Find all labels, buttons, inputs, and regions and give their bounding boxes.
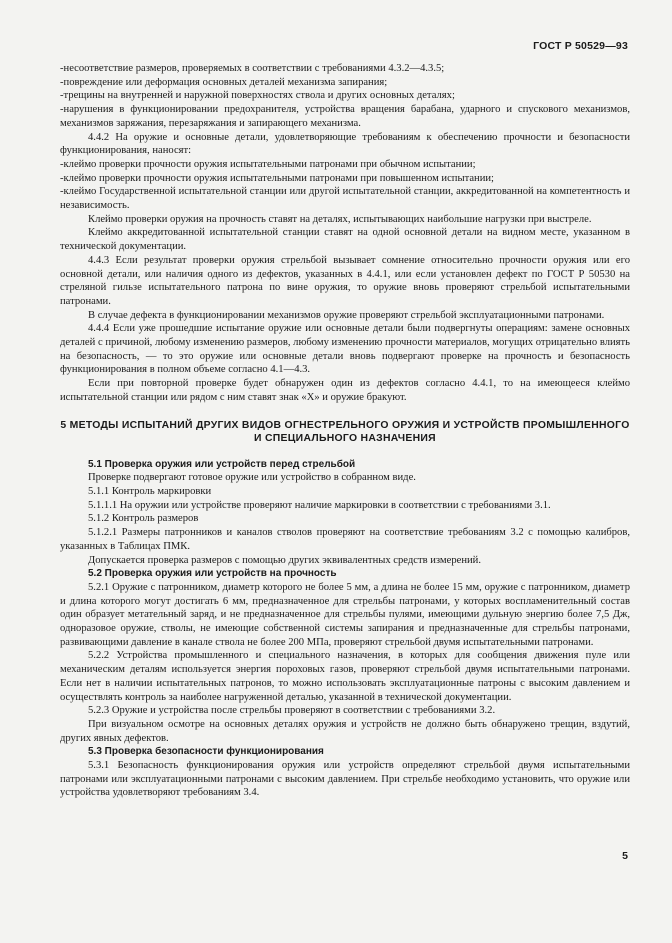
paragraph: 4.4.3 Если результат проверки оружия стрельбой вызывает сомнение относительно прочности оружия или его основной детали, или наличия одного из дефектов, указанных в 4.4.1, или если установлен дефект по ГОСТ Р 50530 на стреляной гильзе испытательного патрона по вине оружия, то оружие вновь проверяют стрельбой испытательными патронами. bbox=[60, 254, 630, 307]
paragraph: 4.4.4 Если уже прошедшие испытание оружие или основные детали были подвергнуты операциям: замене основных деталей с причиной, любому изменению размеров, любому изменению прочности материалов, могущих отрицательно влиять на безопасность, — то это оружие или основные детали вновь подвергают проверке на прочность и безопасность функционирования в полном объеме согласно 4.1—4.3. bbox=[60, 323, 630, 376]
paragraph: -клеймо проверки прочности оружия испытательными патронами при повышенном испытании; bbox=[60, 172, 494, 184]
paragraph: Клеймо проверки оружия на прочность ставят на деталях, испытывающих наибольшие нагрузки при выстреле. bbox=[88, 213, 592, 225]
paragraph: 5.3.1 Безопасность функционирования оружия или устройств определяют стрельбой двумя испытательными патронами или эксплуатационными патронами с высоким давлением. При стрельбе необходимо установить, что оружие или устройства удовлетворяют требованиям 3.4. bbox=[60, 760, 630, 799]
paragraph: 5.2.3 Оружие и устройства после стрельбы проверяют в соответствии с требованиями 3.2. bbox=[88, 705, 496, 717]
subsection-heading: 5.1 Проверка оружия или устройств перед стрельбой bbox=[88, 458, 356, 470]
paragraph: При визуальном осмотре на основных деталях оружия и устройств не должно быть обнаружено трещин, вздутий, других явных дефектов. bbox=[60, 718, 630, 744]
paragraph: Допускается проверка размеров с помощью других эквивалентных средств измерений. bbox=[88, 554, 481, 566]
paragraph: 5.2.2 Устройства промышленного и специального назначения, в которых для сообщения движения пуле или механическим деталям используется энергия пороховых газов, проверяют стрельбой двумя испытательными патронами. Если нет в наличии испытательных патронов, то можно использовать эксплуатационные патроны с высоким давлением и осуществлять контроль за наиболее нагруженной деталью, указанной в технической документации. bbox=[60, 650, 630, 703]
page-number: 5 bbox=[622, 850, 628, 862]
paragraph: -клеймо Государственной испытательной станции или другой испытательной станции, аккредитованной на компетентность и независимость. bbox=[60, 186, 630, 212]
paragraph: В случае дефекта в функционировании механизмов оружие проверяют стрельбой эксплуатационными патронами. bbox=[88, 309, 605, 321]
paragraph: Клеймо аккредитованной испытательной станции ставят на одной основной детали на видном месте, указанном в технической документации. bbox=[60, 227, 630, 253]
paragraph: -несоответствие размеров, проверяемых в соответствии с требованиями 4.3.2—4.3.5; bbox=[60, 63, 445, 74]
subsection-heading: 5.2 Проверка оружия или устройств на прочность bbox=[88, 568, 337, 580]
paragraph: -повреждение или деформация основных деталей механизма запирания; bbox=[60, 76, 388, 88]
paragraph: Если при повторной проверке будет обнаружен один из дефектов согласно 4.4.1, то на имеющееся клеймо испытательной станции или рядом с ним ставят знак «X» и оружие бракуют. bbox=[60, 378, 630, 403]
paragraph: 5.1.2 Контроль размеров bbox=[88, 513, 199, 525]
paragraph: 5.1.1 Контроль маркировки bbox=[88, 485, 212, 497]
paragraph: -нарушения в функционировании предохранителя, устройства вращения барабана, ударного и спускового механизмов, механизмов заряжания, перезаряжания и запирающего механизма. bbox=[60, 104, 630, 129]
paragraph: 5.2.1 Оружие с патронником, диаметр которого не более 5 мм, а длина не более 15 мм, оружие с патронником, диаметр и длина которого могут достигать 6 мм, предназначенное для стрельбы патронами, у которых воспламенительный состав один образует метательный заряд, и не предназначенное для стрельбы пулями, имеющими дульную энергию более 7,5 Дж, одноразовое оружие, стволы, не имеющие собственной системы запирания и предназначенные для стрельбы патронами, развивающими давление в канале ствола не более 200 МПа, проверяют стрельбой двумя испытательными патронами. bbox=[60, 581, 630, 648]
document-body bbox=[60, 62, 630, 800]
paragraph: -клеймо проверки прочности оружия испытательными патронами при обычном испытании; bbox=[60, 158, 476, 170]
section-title: 5 МЕТОДЫ ИСПЫТАНИЙ ДРУГИХ ВИДОВ ОГНЕСТРЕЛЬНОГО ОРУЖИЯ И УСТРОЙСТВ ПРОМЫШЛЕННОГО И СПЕЦИАЛЬНОГО НАЗНАЧЕНИЯ bbox=[60, 419, 630, 445]
paragraph: 4.4.2 На оружие и основные детали, удовлетворяющие требованиям к обеспечению прочности и безопасности функционирования, наносят: bbox=[60, 131, 630, 157]
subsection-heading: 5.3 Проверка безопасности функционирования bbox=[88, 746, 324, 758]
document-id-header: ГОСТ Р 50529—93 bbox=[533, 40, 628, 52]
paragraph: 5.1.1.1 На оружии или устройстве проверяют наличие маркировки в соответствии с требованиями 3.1. bbox=[88, 499, 551, 511]
paragraph: 5.1.2.1 Размеры патронников и каналов стволов проверяют на соответствие требованиям 3.2 с помощью калибров, указанных в Таблицах ПМК. bbox=[60, 527, 630, 552]
paragraph: Проверке подвергают готовое оружие или устройство в собранном виде. bbox=[88, 472, 416, 484]
paragraph: -трещины на внутренней и наружной поверхностях ствола и других основных деталях; bbox=[60, 90, 455, 102]
